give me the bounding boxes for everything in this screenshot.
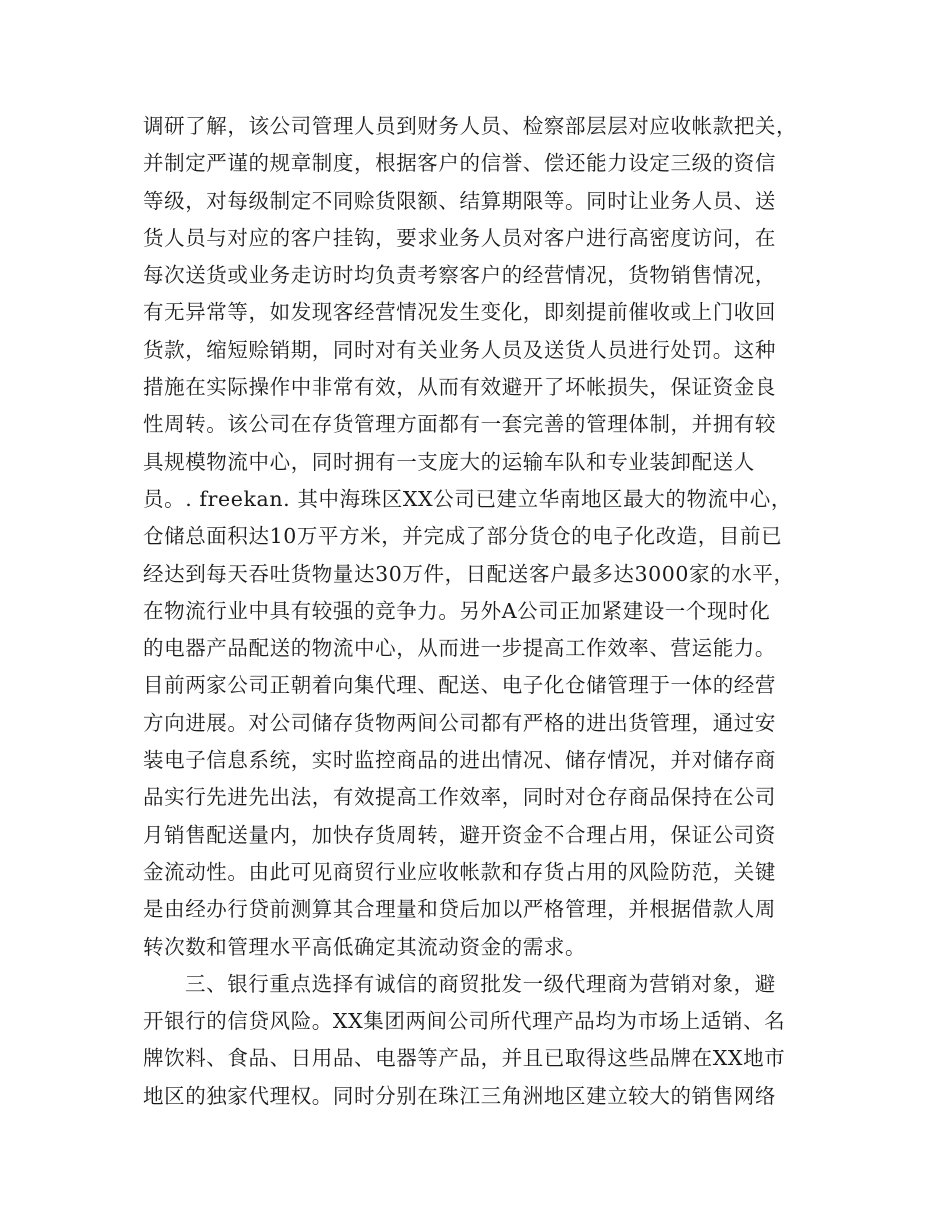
text-line: 性周转。该公司在存货管理方面都有一套完善的管理体制，并拥有较 — [143, 412, 776, 437]
text-line: 装电子信息系统，实时监控商品的进出情况、储存情况，并对储存商 — [143, 748, 776, 773]
text-line: 经达到每天吞吐货物量达30万件，日配送客户最多达3000家的水平， — [143, 561, 795, 586]
text-line: 货款，缩短赊销期，同时对有关业务人员及送货人员进行处罚。这种 — [143, 337, 776, 362]
text-line: 牌饮料、食品、日用品、电器等产品，并且已取得这些品牌在XX地市 — [143, 1046, 786, 1071]
text-line: 月销售配送量内，加快存货周转，避开资金不合理占用，保证公司资 — [143, 822, 776, 847]
text-line: 每次送货或业务走访时均负责考察客户的经营情况，货物销售情况， — [143, 263, 776, 288]
text-line: 仓储总面积达10万平方米，并完成了部分货仓的电子化改造，目前已 — [143, 524, 783, 549]
text-line: 并制定严谨的规章制度，根据客户的信誉、偿还能力设定三级的资信 — [143, 151, 776, 176]
text-line: 在物流行业中具有较强的竞争力。另外A公司正加紧建设一个现时化 — [143, 598, 771, 623]
text-line: 员。. freekan. 其中海珠区XX公司已建立华南地区最大的物流中心， — [143, 486, 792, 511]
paragraph-start-line: 三、银行重点选择有诚信的商贸批发一级代理商为营销对象，避 — [185, 971, 776, 996]
text-line: 方向进展。对公司储存货物两间公司都有严格的进出货管理，通过安 — [143, 710, 776, 735]
document-body — [143, 108, 823, 1115]
text-line: 是由经办行贷前测算其合理量和贷后加以严格管理，并根据借款人周 — [143, 897, 776, 922]
text-line: 转次数和管理水平高低确定其流动资金的需求。 — [143, 934, 587, 959]
text-line: 的电器产品配送的物流中心，从而进一步提高工作效率、营运能力。 — [143, 636, 776, 661]
text-line: 地区的独家代理权。同时分别在珠江三角洲地区建立较大的销售网络 — [143, 1083, 776, 1108]
text-line: 开银行的信贷风险。XX集团两间公司所代理产品均为市场上适销、名 — [143, 1009, 786, 1034]
text-line: 具规模物流中心，同时拥有一支庞大的运输车队和专业装卸配送人 — [143, 449, 755, 474]
text-line: 措施在实际操作中非常有效，从而有效避开了坏帐损失，保证资金良 — [143, 375, 776, 400]
text-line: 货人员与对应的客户挂钩，要求业务人员对客户进行高密度访问，在 — [143, 225, 776, 250]
text-line: 品实行先进先出法，有效提高工作效率，同时对仓存商品保持在公司 — [143, 785, 776, 810]
text-line: 等级，对每级制定不同赊货限额、结算期限等。同时让业务人员、送 — [143, 188, 776, 213]
text-line: 金流动性。由此可见商贸行业应收帐款和存货占用的风险防范，关键 — [143, 859, 776, 884]
text-line: 目前两家公司正朝着向集代理、配送、电子化仓储管理于一体的经营 — [143, 673, 776, 698]
text-line: 有无异常等，如发现客经营情况发生变化，即刻提前催收或上门收回 — [143, 300, 776, 325]
text-line: 调研了解，该公司管理人员到财务人员、检察部层层对应收帐款把关， — [143, 114, 798, 138]
